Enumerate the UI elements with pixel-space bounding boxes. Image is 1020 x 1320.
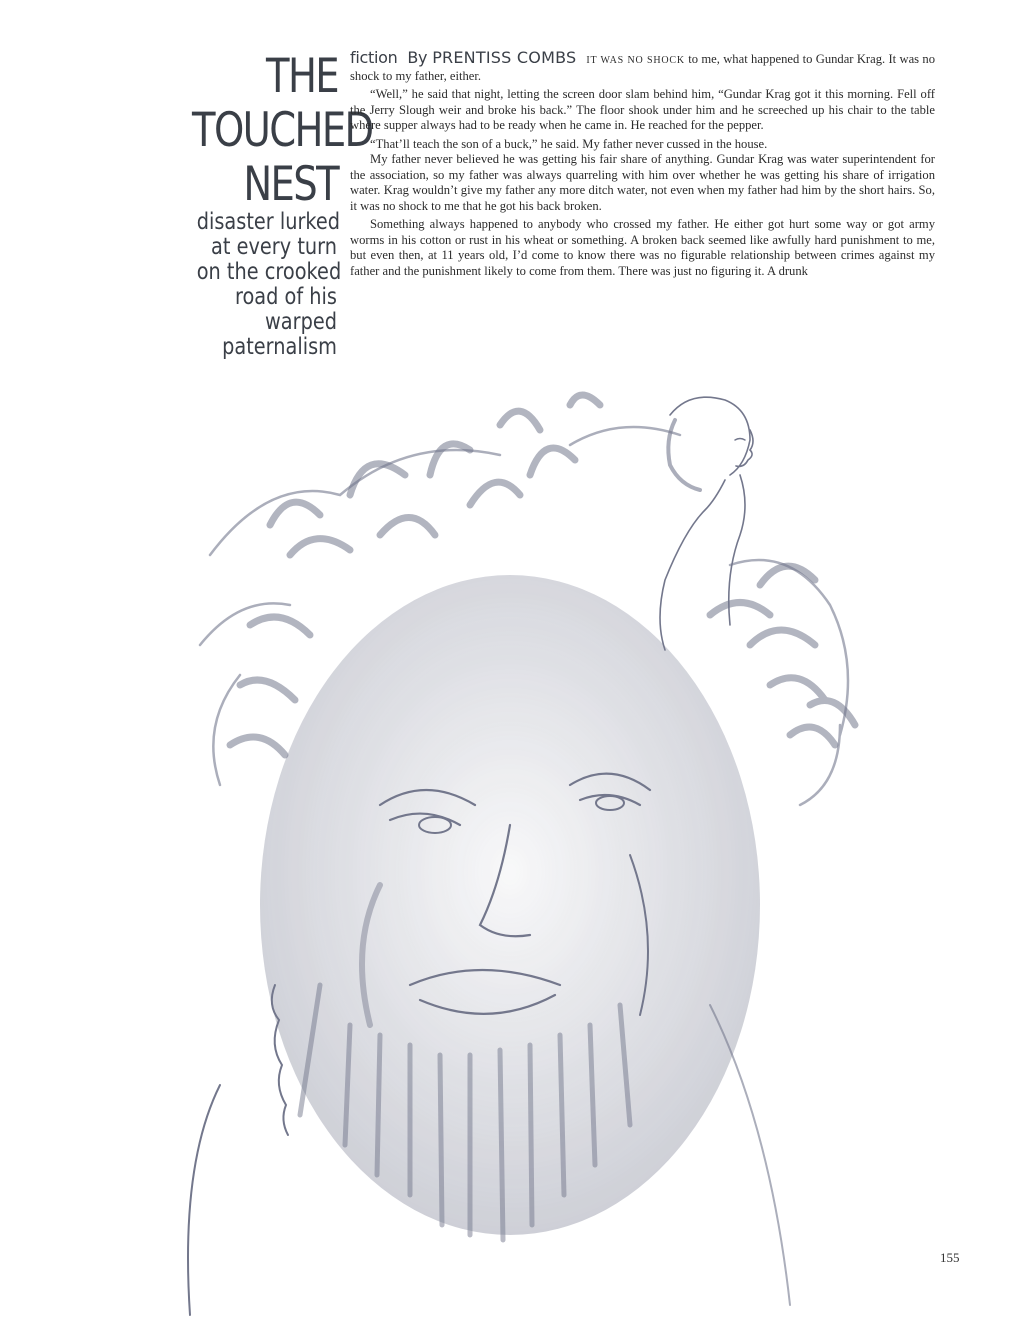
title-line-3: NEST [243,157,338,212]
deck-line-6: paternalism [222,334,337,360]
deck-line-1: disaster lurked [196,209,341,235]
pencil-sketch-illustration [150,385,940,1320]
story-paragraph-2: “Well,” he said that night, letting the screen door slam behind him, “Gundar Krag got it this morning. Fell off the Jerry Slough weir and broke his back.” The floor shook under him and he screeched up his chair to the table where supper always had to be ready when he came in. He reached for the pepper. [350,87,935,132]
story-title [160,49,373,212]
story-paragraph-5: Something always happened to anybody who crossed my father. He either got hurt some way or got army worms in his cotton or rust in his wheat or something. A broken back seemed like awfully hard punishment to me, but even then, at 11 years old, I’d come to know there was no figurable relationship between crimes against my father and the punishment likely to come from them. There was just no figuring it. A drunk [350,217,935,278]
deck-line-5: warped [264,309,337,335]
story-deck [170,209,342,360]
shoulder-line [188,1085,220,1315]
story-paragraph-3: “That’ll teach the son of a buck,” he said. My father never cussed in the house. [370,136,768,151]
lead-in: IT WAS NO SHOCK [586,55,685,66]
title-line-2: TOUCHED [192,103,373,158]
face-shade [260,575,760,1235]
paragraph-text: to me, what happened to Gundar Krag. It was no shock to my father, either. [350,52,935,83]
deck-line-3: on the crooked [196,259,342,285]
deck-line-2: at every turn [211,234,337,260]
story-paragraph-4: My father never believed he was getting his fair share of anything. Gundar Krag was water superintendent for the association, so my father was always quarreling with him over whether he was getting his share of irrigation water. Krag wouldn’t give my father any more ditch water, not even when my father had him by the short hairs. So, it was no shock to me that he got his back broken. [350,152,935,213]
byline [350,48,576,67]
girl-figure [660,397,753,650]
byline-by: By [407,48,428,67]
story-body [350,50,935,279]
page-number: 155 [940,1250,960,1265]
byline-author: PRENTISS COMBS [432,48,577,67]
byline-section: fiction [350,48,398,67]
title-line-1: THE [266,49,338,104]
story-paragraph-1 [350,50,935,84]
deck-line-4: road of his [234,284,337,310]
